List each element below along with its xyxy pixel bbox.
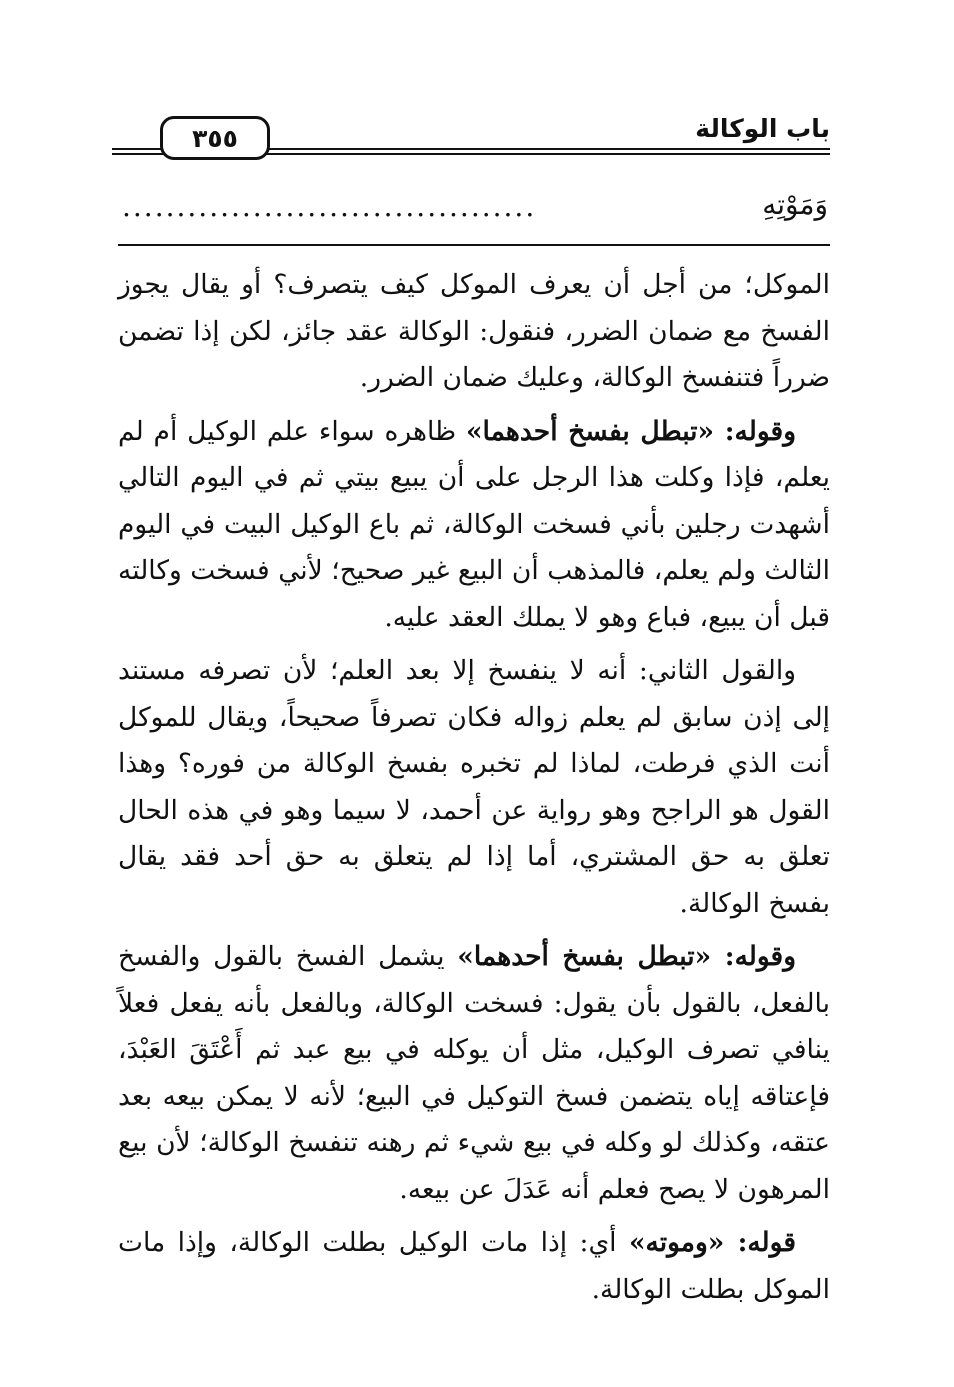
paragraph-text: والقول الثاني: أنه لا ينفسخ إلا بعد العلم؛ لأن تصرفه مستند إلى إذن سابق لم يعلم زواله فكان تصرفاً صحيحاً، ويقال للموكل أنت الذي فرطت، لماذا لم تخبره بفسخ الوكالة من فوره؟ وهذا القول هو الراجح وهو رواية عن أحمد، لا سيما وهو في هذه الحال تعلق به حق المشتري، أما إذا لم يتعلق به حق أحد فقد يقال بفسخ الوكالة. xyxy=(118,655,830,919)
paragraph-text: يشمل الفسخ بالقول والفسخ بالفعل، بالقول بأن يقول: فسخت الوكالة، وبالفعل بأنه يفعل فعلاً ينافي تصرف الوكيل، مثل أن يوكله في بيع عبد ثم أَعْتَقَ العَبْدَ، فإعتاقه إياه يتضمن فسخ التوكيل في البيع؛ لأنه لا يمكن بيعه بعد عتقه، وكذلك لو وكله في بيع شيء ثم رهنه تنفسخ الوكالة؛ لأن بيع المرهون لا يصح فعلم أنه عَدَلَ عن بيعه. xyxy=(118,941,830,1205)
matn-line xyxy=(112,188,830,232)
paragraph-lead: وقوله: xyxy=(714,415,796,447)
paragraph-4 xyxy=(118,934,830,1213)
matn-text: وَمَوْتِهِ xyxy=(762,188,828,221)
paragraph-lead: قوله: xyxy=(724,1227,796,1258)
running-title: باب الوكالة xyxy=(695,114,830,143)
page-number: ٣٥٥ xyxy=(192,123,238,153)
paragraph-quote: «تبطل بفسخ أحدهما» xyxy=(457,941,712,972)
commentary-body xyxy=(118,262,830,1320)
paragraph-5 xyxy=(118,1220,830,1313)
paragraph-text: أي: إذا مات الوكيل بطلت الوكالة، وإذا مات الموكل بطلت الوكالة. xyxy=(118,1227,830,1305)
paragraph-text: الموكل؛ من أجل أن يعرف الموكل كيف يتصرف؟ أو يقال يجوز الفسخ مع ضمان الضرر، فنقول: الوكالة عقد جائز، لكن إذا تضمن ضرراً فتنفسخ الوكالة، وعليك ضمان الضرر. xyxy=(118,269,830,393)
paragraph-2 xyxy=(118,409,830,642)
paragraph-lead: وقوله: xyxy=(711,941,797,972)
matn-separator-rule xyxy=(118,244,830,246)
paragraph-text: ظاهره سواء علم الوكيل أم لم يعلم، فإذا وكلت هذا الرجل على أن يبيع بيتي ثم في اليوم التالي أشهدت رجلين بأني فسخت الوكالة، ثم باع الوكيل البيت في اليوم الثالث ولم يعلم، فالمذهب أن البيع غير صحيح؛ لأني فسخت وكالته قبل أن يبيع، فباع وهو لا يملك العقد عليه. xyxy=(118,415,830,633)
page-header xyxy=(112,112,830,158)
paragraph-3 xyxy=(118,648,830,927)
paragraph-quote: «وموته» xyxy=(628,1227,725,1258)
page-number-box xyxy=(160,116,270,160)
matn-dots: ...................................... xyxy=(122,190,537,223)
paragraph-quote: «تبطل بفسخ أحدهما» xyxy=(465,415,715,447)
paragraph-1 xyxy=(118,262,830,402)
